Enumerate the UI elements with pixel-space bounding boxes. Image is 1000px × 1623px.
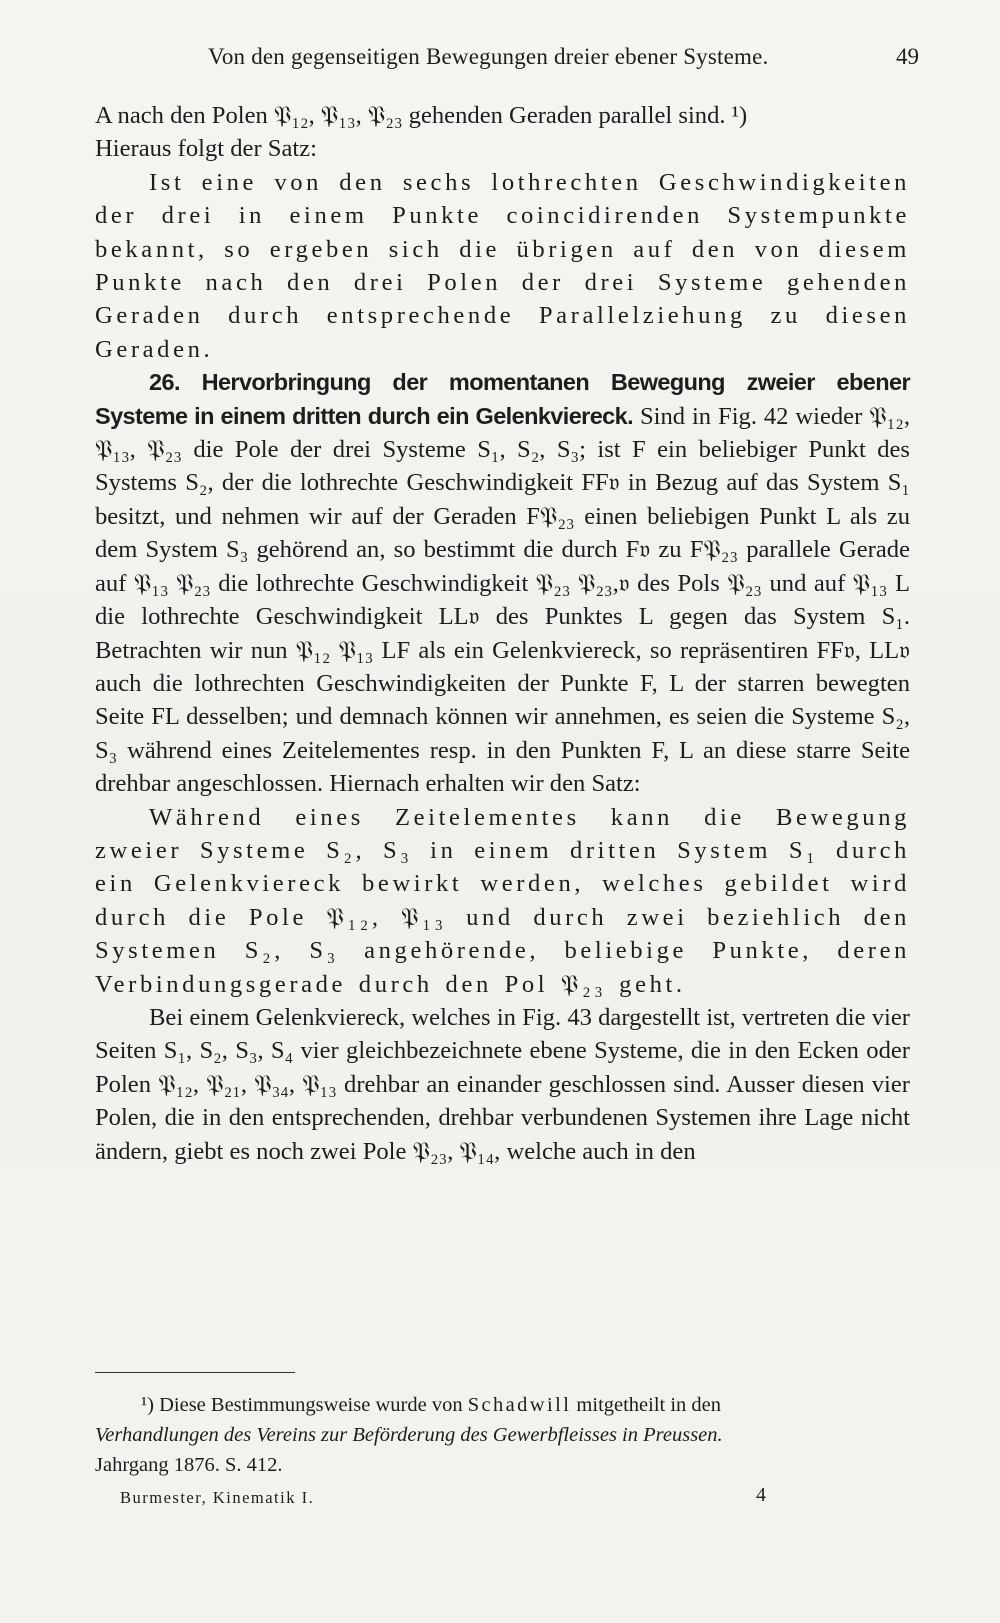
footnote xyxy=(95,1390,910,1480)
footnote-prefix: ¹) Diese Bestimmungsweise wurde von xyxy=(141,1394,463,1416)
running-header xyxy=(0,40,1000,80)
paragraph-fig-43: Bei einem Gelenkviereck, welches in Fig. 43 dargestellt ist, vertreten die vier Seiten S₁, S₂, S₃, S₄ vier gleichbezeichnete ebene Systeme, die in den Ecken oder Polen 𝔓₁₂, 𝔓₂₁, 𝔓₃₄, 𝔓₁₃ drehbar an einander geschlossen sind. Ausser diesen vier Polen, die in den entsprechenden, drehbar verbundenen Systemen ihre Lage nicht ändern, giebt es noch zwei Pole 𝔓₂₃, 𝔓₁₄, welche auch in den xyxy=(95,1003,910,1165)
paragraph-lead-in: Hieraus folgt der Satz: xyxy=(95,135,317,163)
paragraph-continuation: A nach den Polen 𝔓₁₂, 𝔓₁₃, 𝔓₂₃ gehenden Geraden parallel sind. ¹) xyxy=(95,102,748,129)
theorem-statement: Ist eine von den sechs lothrechten Geschwindigkeiten der drei in einem Punkte coincidirenden Systempunkte bekannt, so ergeben sich die übrigen auf den von diesem Punkte nach den drei Polen der drei Systeme gehenden Geraden durch entsprechende Parallelziehung zu diesen Geraden. xyxy=(95,168,910,363)
footnote-line-2 xyxy=(95,1420,910,1450)
sheet-number: 4 xyxy=(756,1484,766,1506)
footnote-author: Schadwill xyxy=(467,1394,572,1416)
footnote-suffix: mitgetheilt in den xyxy=(576,1394,722,1416)
footnote-line-3: Jahrgang 1876. S. 412. xyxy=(95,1454,283,1476)
footnote-journal: Verhandlungen des Vereins zur Beförderung des Gewerbfleisses in Preussen. xyxy=(95,1424,723,1446)
running-title: Von den gegenseitigen Bewegungen dreier ebener Systeme. xyxy=(208,44,769,69)
footnote-line-1 xyxy=(95,1390,910,1420)
printer-signature: Burmester, Kinematik I. xyxy=(120,1488,315,1507)
page-number: 49 xyxy=(896,44,919,69)
main-text xyxy=(95,99,910,1168)
theorem-gelenkviereck: Während eines Zeitelementes kann die Bewegung zweier Systeme S₂, S₃ in einem dritten System S₁ durch ein Gelenkviereck bewirkt werden, welches gebildet wird durch die Pole 𝔓₁₂, 𝔓₁₃ und durch zwei beziehlich den Systemen S₂, S₃ angehörende, beliebige Punkte, deren Verbindungsgerade durch den Pol 𝔓₂₃ geht. xyxy=(95,803,910,998)
section-heading: 26. Hervorbringung der momentanen Bewegung zweier ebener Systeme in einem dritten durch ein Gelenkviereck. xyxy=(95,369,910,429)
section-26-paragraph xyxy=(95,366,910,800)
footnote-rule xyxy=(95,1372,295,1373)
section-26-text: Sind in Fig. 42 wieder 𝔓₁₂, 𝔓₁₃, 𝔓₂₃ die Pole der drei Systeme S₁, S₂, S₃; ist F ein beliebiger Punkt des Systems S₂, der die lothrechte Geschwindigkeit FF𝔳 in Bezug auf das System S₁ besitzt, und nehmen wir auf der Geraden F𝔓₂₃ einen beliebigen Punkt L als zu dem System S₃ gehörend an, so bestimmt die durch F𝔳 zu F𝔓₂₃ parallele Gerade auf 𝔓₁₃ 𝔓₂₃ die lothrechte Geschwindigkeit 𝔓₂₃ 𝔓₂₃,𝔳 des Pols 𝔓₂₃ und auf 𝔓₁₃ L die lothrechte Geschwindigkeit LL𝔳 des Punktes L gegen das System S₁. Betrachten wir nun 𝔓₁₂ 𝔓₁₃ LF als ein Gelenkviereck, so repräsentiren FF𝔳, LL𝔳 auch die lothrechten Geschwindigkeiten der Punkte F, L der starren bewegten Seite FL desselben; und demnach können wir annehmen, es seien die Systeme S₂, S₃ während eines Zeitelementes resp. in den Punkten F, L an diese starre Seite drehbar angeschlossen. Hiernach erhalten wir den Satz: xyxy=(95,402,910,798)
